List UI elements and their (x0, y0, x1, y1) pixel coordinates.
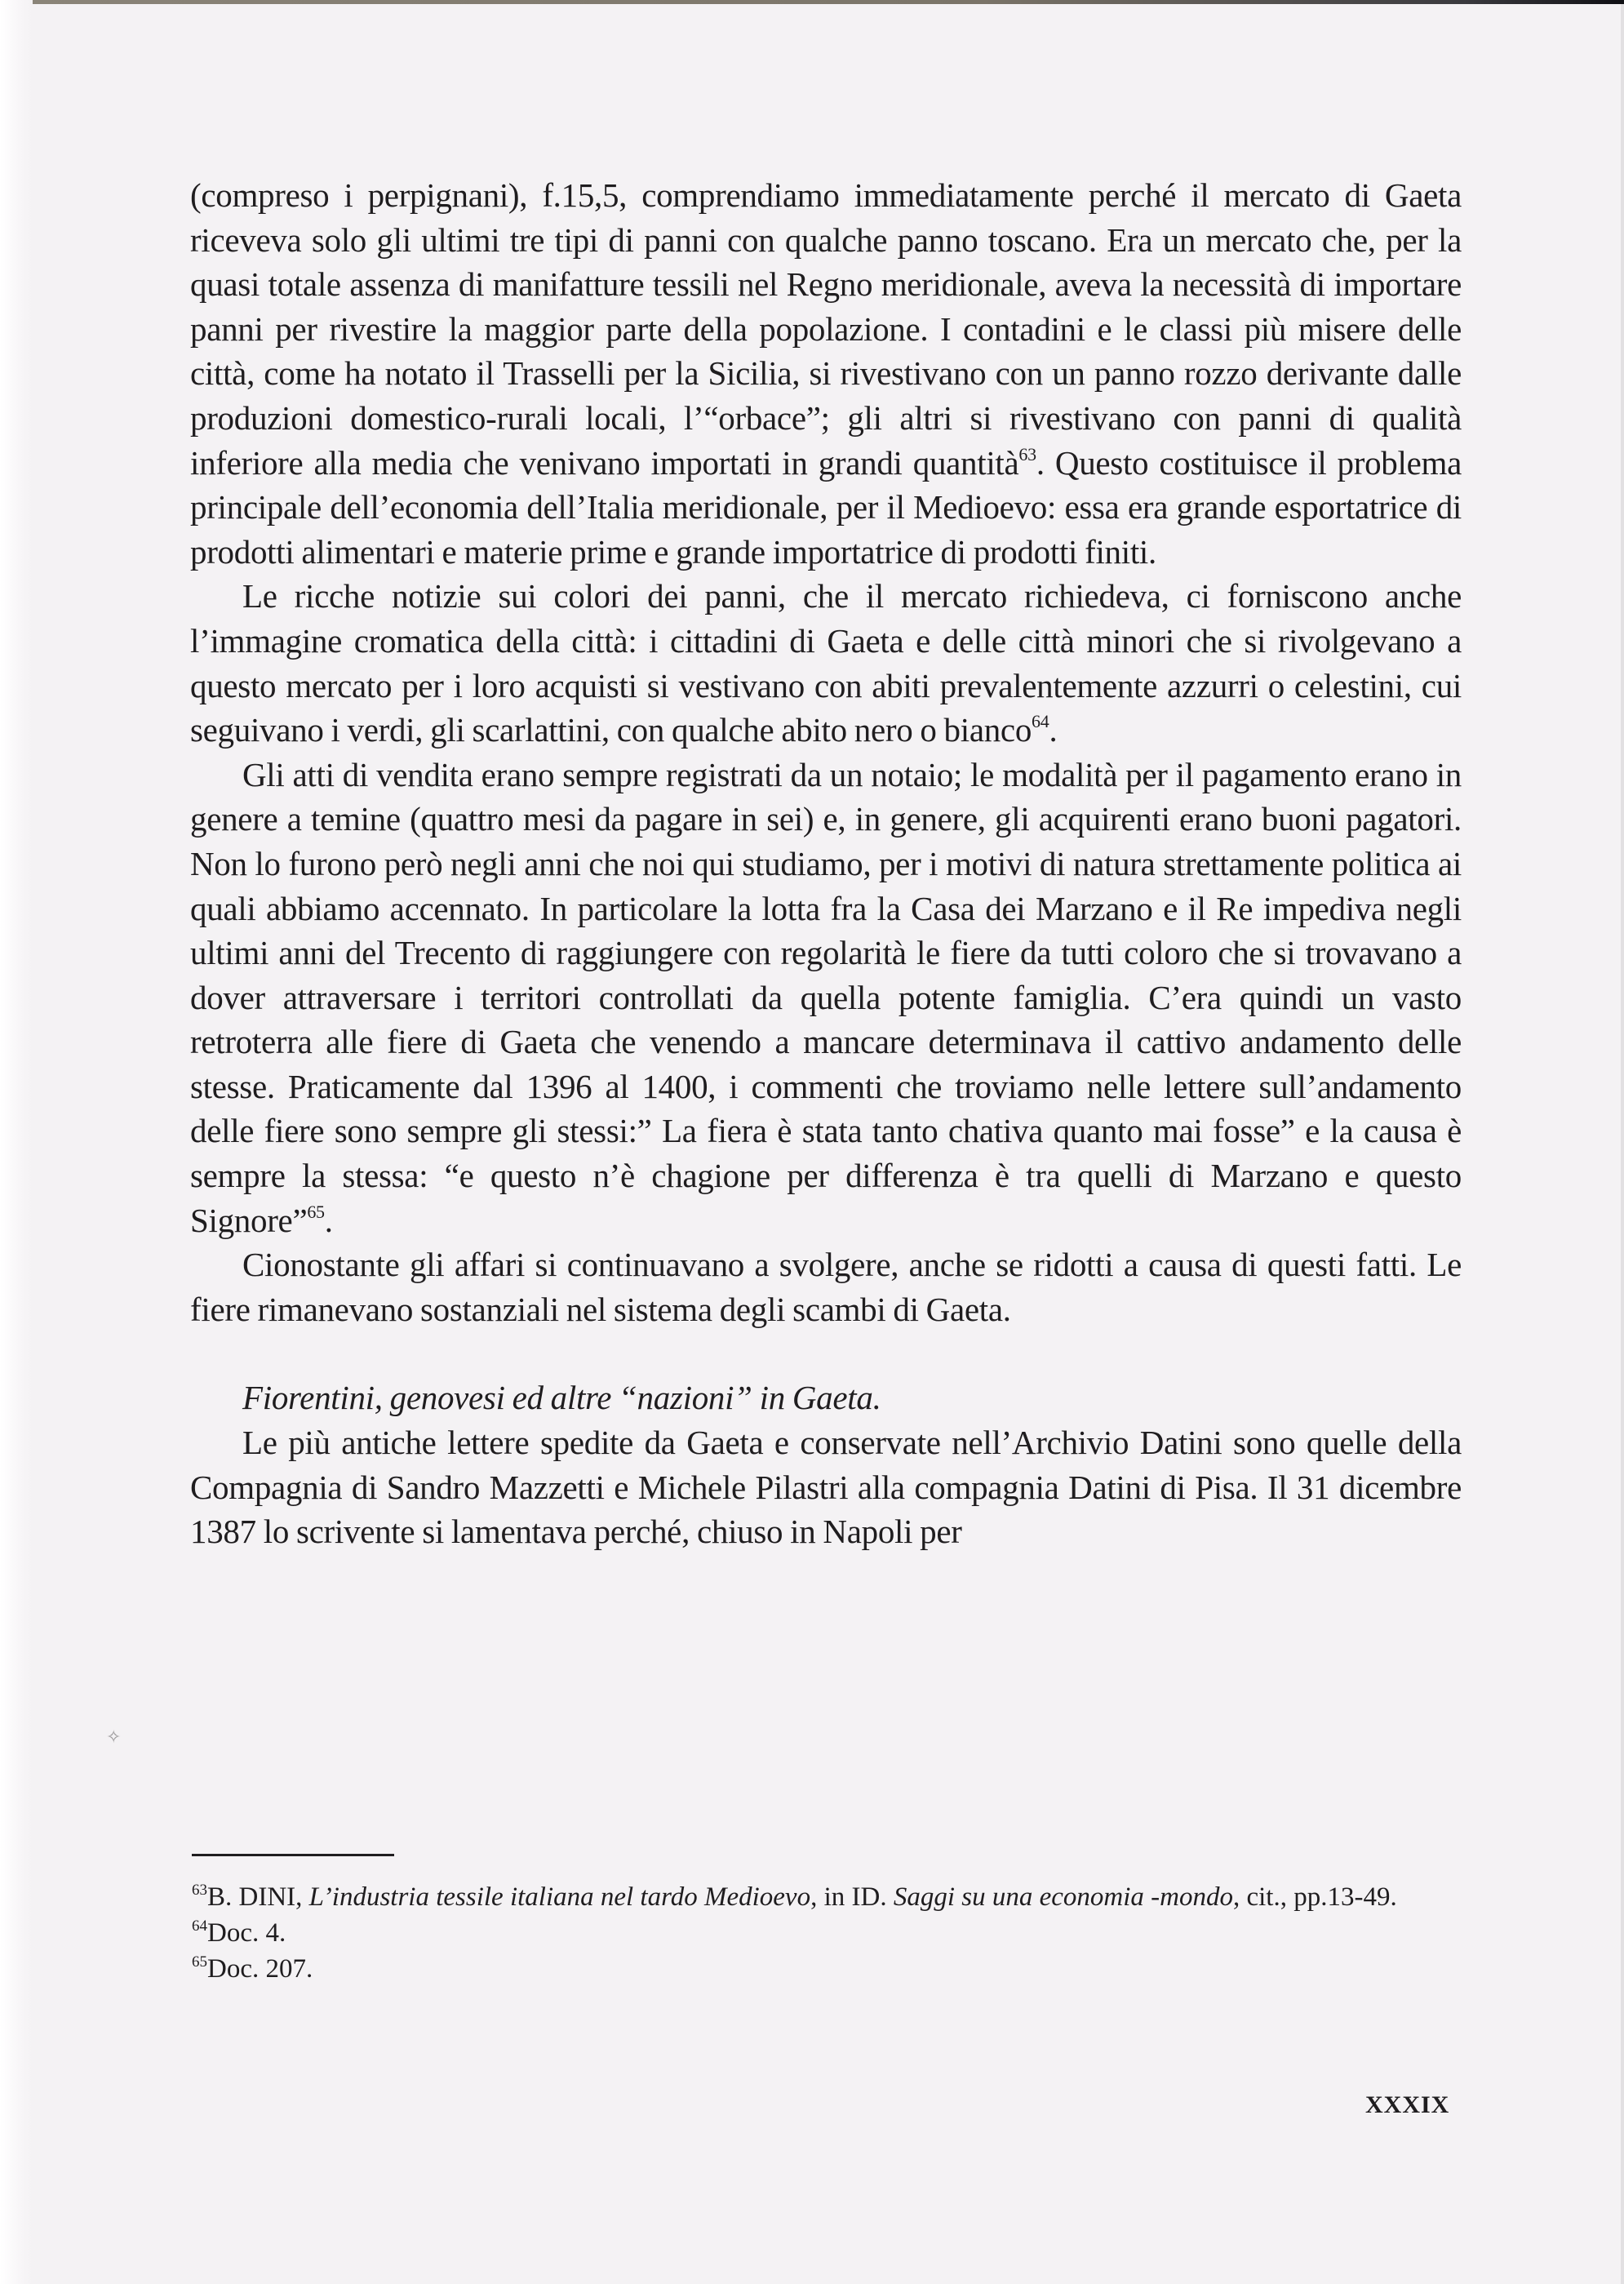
paragraph-text: . (1049, 711, 1058, 749)
paragraph-text: . (324, 1201, 333, 1239)
paragraph-text: Cionostante gli affari si continuavano a svolgere, anche se ridotti a causa di questi fatti. Le fiere rimanevano sostanziali nel sistema degli scambi di Gaeta. (190, 1246, 1462, 1328)
footnote-title: L’industria tessile italiana nel tardo Medioevo (308, 1882, 811, 1912)
footnote-number: 64 (192, 1917, 207, 1935)
page-top-edge (20, 0, 1624, 4)
footnote-63 (192, 1879, 1462, 1915)
paragraph-5 (190, 1420, 1462, 1554)
page-gutter-shadow (0, 0, 33, 2284)
footnote-text: , in ID. (810, 1882, 894, 1912)
footnote-title: Saggi su una economia -mondo (893, 1882, 1233, 1912)
paragraph-4 (190, 1242, 1462, 1331)
footnote-number: 63 (192, 1882, 207, 1899)
main-text (190, 173, 1462, 1554)
paragraph-text: Le più antiche lettere spedite da Gaeta e conservate nell’Archivio Datini sono quelle della Compagnia di Sandro Mazzetti e Michele Pilastri alla compagnia Datini di Pisa. Il 31 dicembre 1387 lo scrivente si lamentava perché, chiuso in Napoli per (190, 1424, 1462, 1551)
paragraph-2 (190, 574, 1462, 752)
footnote-author: B. DINI, (207, 1882, 309, 1912)
footnote-text: Doc. 207. (207, 1954, 313, 1984)
section-heading: Fiorentini, genovesi ed altre “nazioni” in Gaeta. (242, 1379, 881, 1417)
footnote-text: Doc. 4. (207, 1918, 286, 1948)
page-right-edge (1621, 4, 1624, 2284)
paragraph-text: Le ricche notizie sui colori dei panni, che il mercato richiedeva, ci forniscono anche l’immagine cromatica della città: i cittadini di Gaeta e delle città minori che si rivolgevano a questo mercato per i loro acquisti si vestivano con abiti prevalentemente azzurri o celestini, cui seguivano i verdi, gli scarlattini, con qualche abito nero o bianco (190, 577, 1462, 749)
footnote-separator (192, 1854, 394, 1856)
paragraph-text: (compreso i perpignani), f.15,5, comprendiamo immediatamente perché il mercato di Gaeta riceveva solo gli ultimi tre tipi di panni con qualche panno toscano. Era un mercato che, per la quasi totale assenza di manifatture tessili nel Regno meridionale, aveva la necessità di importare panni per rivestire la maggior parte della popolazione. I contadini e le classi più misere delle città, come ha notato il Trasselli per la Sicilia, si rivestivano con un panno rozzo derivante dalle produzioni domestico-rurali locali, l’“orbace”; gli altri si rivestivano con panni di qualità inferiore alla media che venivano importati in grandi quantità (190, 176, 1462, 482)
footnote-text: , cit., pp.13-49. (1232, 1882, 1397, 1912)
paragraph-text: . Questo costituisce il problema principale dell’economia dell’Italia meridionale, per il Medioevo: essa era grande esportatrice di prodotti alimentari e materie prime e grande importatrice di prodotti finiti. (190, 443, 1462, 571)
page-body (190, 173, 1462, 1554)
footnote-ref-63[interactable]: 63 (1018, 443, 1036, 464)
paragraph-text: Gli atti di vendita erano sempre registrati da un notaio; le modalità per il pagamento erano in genere a temine (quattro mesi da pagare in sei) e, in genere, gli acquirenti erano buoni pagatori. Non lo furono però negli anni che noi qui studiamo, per i motivi di natura strettamente politica ai quali abbiamo accennato. In particolare la lotta fra la Casa dei Marzano e il Re impediva negli ultimi anni del Trecento di raggiungere con regolarità le fiere da tutti coloro che si trovavano a dover attraversare i territori controllati da quella potente famiglia. C’era quindi un vasto retroterra alle fiere di Gaeta che venendo a mancare determinava il cattivo andamento delle stesse. Praticamente dal 1396 al 1400, i commenti che troviamo nelle lettere sull’andamento delle fiere sono sempre gli stessi:” La fiera è stata tanto chativa quanto mai fosse” e la causa è sempre la stessa: “e questo n’è chagione per differenza è tra quelli di Marzano e questo Signore” (190, 755, 1462, 1239)
paragraph-1 (190, 173, 1462, 574)
footnote-ref-65[interactable]: 65 (307, 1201, 325, 1222)
footnote-number: 65 (192, 1953, 207, 1971)
scan-speck: ✧ (106, 1726, 122, 1747)
page-number: XXXIX (1365, 2091, 1450, 2118)
footnote-ref-64[interactable]: 64 (1032, 711, 1049, 732)
footnotes (192, 1879, 1462, 1987)
footnote-65 (192, 1951, 1462, 1987)
footnote-64 (192, 1915, 1462, 1951)
paragraph-3 (190, 753, 1462, 1243)
